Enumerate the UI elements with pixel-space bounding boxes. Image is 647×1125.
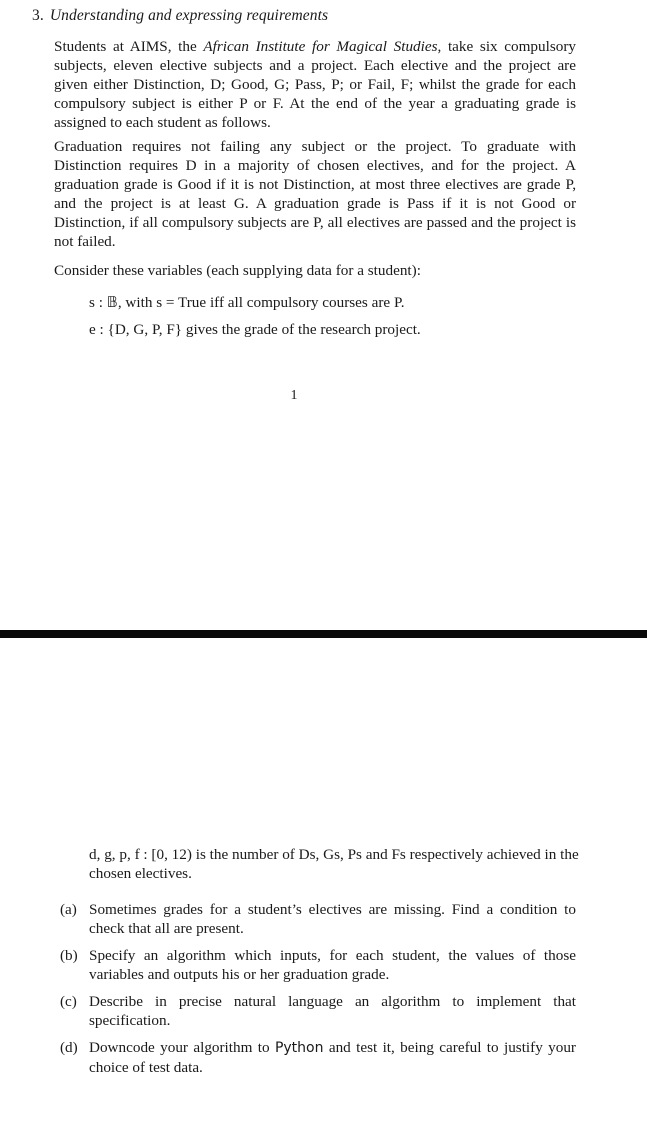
paragraph-variables-intro: Consider these variables (each supplying data for a student): [54, 262, 421, 279]
variable-e: e : {D, G, P, F} gives the grade of the research project. [89, 321, 421, 338]
part-d-text [89, 1038, 576, 1077]
part-b-label: (b) [60, 947, 78, 964]
paragraph-intro [54, 37, 576, 132]
page-number: 1 [290, 388, 298, 403]
part-a-label: (a) [60, 901, 77, 918]
part-a-text: Sometimes grades for a student’s electives are missing. Find a condition to check that all are present. [89, 901, 576, 937]
part-d [60, 1038, 576, 1077]
question-heading [32, 7, 328, 25]
part-b [60, 946, 576, 984]
part-d-text-after: and test it, being careful to justify your choice of test data. [89, 1039, 576, 1076]
intro-text-start: Students at AIMS, the [54, 38, 204, 55]
paragraph-graduation-rules: Graduation requires not failing any subject or the project. To graduate with Distinction requires D in a majority of chosen electives, and for the project. A graduation grade is Good if it is not Distinction, at most three electives are grade P, and the project is at least G. A graduation grade is Pass if it is not Good or Distinction, if all compulsory subjects are P, all electives are passed and the project is not failed. [54, 138, 576, 250]
question-title: Understanding and expressing requirements [49, 7, 329, 24]
variable-s: s : 𝔹, with s = True iff all compulsory courses are P. [89, 294, 405, 311]
python-keyword: Python [274, 1040, 324, 1056]
part-a [60, 900, 576, 938]
question-number: 3. [32, 7, 44, 24]
variable-dgpf: d, g, p, f : [0, 12) is the number of Ds, Gs, Ps and Fs respectively achieved in the chosen electives. [89, 846, 579, 882]
part-b-text: Specify an algorithm which inputs, for each student, the values of those variables and outputs his or her graduation grade. [89, 947, 576, 983]
part-c-text: Describe in precise natural language an algorithm to implement that specification. [89, 993, 576, 1029]
page-divider [0, 630, 647, 638]
institute-name: African Institute for Magical Studies [203, 38, 438, 55]
part-d-label: (d) [60, 1039, 78, 1056]
part-d-text-before: Downcode your algorithm to [89, 1039, 275, 1056]
part-c [60, 992, 576, 1030]
intro-text-end: , take six compulsory subjects, eleven elective subjects and a project. Each elective and the project are given either Distinction, D; Good, G; Pass, P; or Fail, F; whilst the grade for each compulsory subject is either P or F. At the end of the year a graduating grade is assigned to each student as follows. [54, 38, 576, 131]
part-c-label: (c) [60, 993, 77, 1010]
